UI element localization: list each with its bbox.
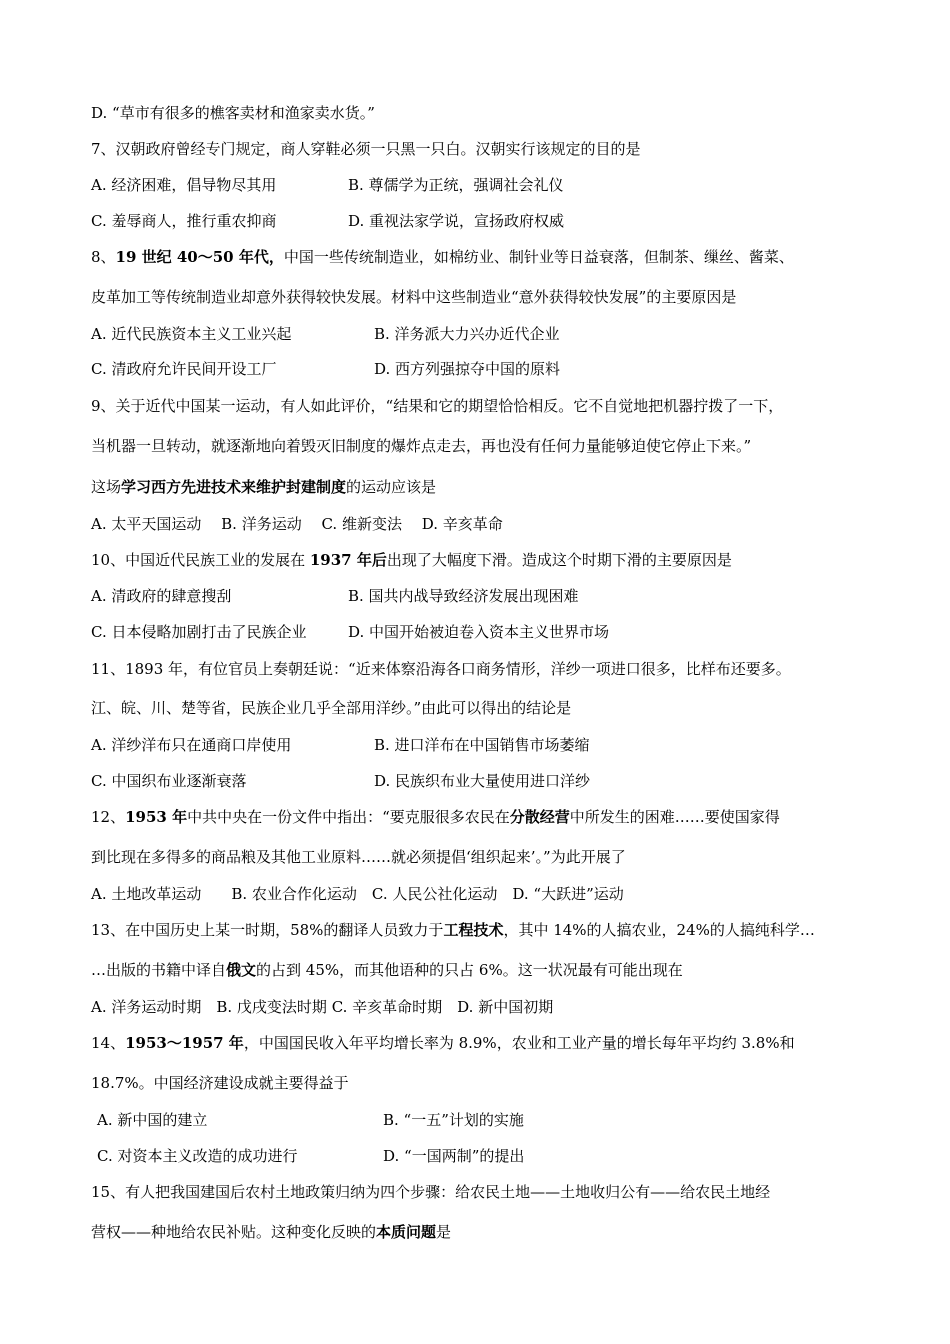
q14-stem-line2: 18.7%。中国经济建设成就主要得益于 [91, 1074, 349, 1092]
q8-option-d: D. 西方列强掠夺中国的原料 [374, 360, 561, 378]
q14-option-c: C. 对资本主义改造的成功进行 [97, 1147, 298, 1165]
q8-stem-line2: 皮革加工等传统制造业却意外获得较快发展。材料中这些制造业“意外获得较快发展”的主要原因是 [91, 288, 737, 306]
q8-option-a: A. 近代民族资本主义工业兴起 [91, 325, 292, 343]
q13-emphasis-2: 俄文 [226, 961, 257, 979]
q14-option-a: A. 新中国的建立 [97, 1111, 208, 1129]
q8-emphasis: 19 世纪 40～50 年代， [115, 248, 284, 266]
q15-emphasis: 本质问题 [376, 1223, 437, 1241]
q14-emphasis: 1953～1957 年 [125, 1034, 244, 1052]
q7-option-a: A. 经济困难，倡导物尽其用 [91, 176, 277, 194]
q14-option-b: B. “一五”计划的实施 [383, 1111, 524, 1129]
q7-stem: 7、汉朝政府曾经专门规定，商人穿鞋必须一只黑一只白。汉朝实行该规定的目的是 [91, 140, 641, 158]
q14-stem-line1: 14、1953～1957 年，中国国民收入年平均增长率为 8.9%，农业和工业产量的增长每年平均约 3.8%和 [91, 1034, 795, 1052]
q14-option-d: D. “一国两制”的提出 [383, 1147, 525, 1165]
q11-stem-line1: 11、1893 年，有位官员上奏朝廷说：“近来体察沿海各口商务情形，洋纱一项进口很多，比样布还要多。 [91, 660, 791, 678]
q13-stem-line2: …出版的书籍中译自俄文的占到 45%，而其他语种的只占 6%。这一状况最有可能出现在 [91, 961, 683, 979]
q8-stem-line1: 8、19 世纪 40～50 年代，中国一些传统制造业，如棉纺业、制针业等日益衰落，但制茶、缫丝、酱菜、 [91, 248, 794, 266]
q9-stem-line1: 9、关于近代中国某一运动，有人如此评价，“结果和它的期望恰恰相反。它不自觉地把机器拧拨了一下， [91, 397, 784, 415]
q9-stem-line3: 这场学习西方先进技术来维护封建制度的运动应该是 [91, 478, 437, 496]
q12-options: A. 土地改革运动 B. 农业合作化运动 C. 人民公社化运动 D. “大跃进”运动 [91, 885, 624, 903]
q9-options: A. 太平天国运动 B. 洋务运动 C. 维新变法 D. 辛亥革命 [91, 515, 503, 533]
q11-stem-line2: 江、皖、川、楚等省，民族企业几乎全部用洋纱。”由此可以得出的结论是 [91, 699, 572, 717]
q8-option-b: B. 洋务派大力兴办近代企业 [374, 325, 560, 343]
q7-option-d: D. 重视法家学说，宣扬政府权威 [348, 212, 565, 230]
q10-option-b: B. 国共内战导致经济发展出现困难 [348, 587, 579, 605]
q13-emphasis-1: 工程技术 [443, 921, 504, 939]
q13-stem-line1: 13、在中国历史上某一时期，58%的翻译人员致力于工程技术，其中 14%的人搞农业，24%的人搞纯科学… [91, 921, 815, 939]
q12-stem-line2: 到比现在多得多的商品粮及其他工业原料……就必须提倡‘组织起来’。”为此开展了 [91, 848, 626, 866]
q11-option-c: C. 中国织布业逐渐衰落 [91, 772, 247, 790]
q12-stem-line1: 12、1953 年中共中央在一份文件中指出：“要克服很多农民在分散经营中所发生的困难……要使国家得 [91, 808, 780, 826]
q12-emphasis-term: 分散经营 [509, 808, 570, 826]
q11-option-d: D. 民族织布业大量使用进口洋纱 [374, 772, 591, 790]
q10-stem: 10、中国近代民族工业的发展在 1937 年后出现了大幅度下滑。造成这个时期下滑的主要原因是 [91, 551, 732, 569]
q9-emphasis: 学习西方先进技术来维护封建制度 [121, 478, 347, 496]
q9-stem-line2: 当机器一旦转动，就逐渐地向着毁灭旧制度的爆炸点走去，再也没有任何力量能够迫使它停止下来。” [91, 437, 752, 455]
q11-option-b: B. 进口洋布在中国销售市场萎缩 [374, 736, 590, 754]
q15-stem-line1: 15、有人把我国建国后农村土地政策归纳为四个步骤：给农民土地——土地收归公有——给农民土地经 [91, 1183, 771, 1201]
q13-options: A. 洋务运动时期 B. 戊戌变法时期 C. 辛亥革命时期 D. 新中国初期 [91, 998, 554, 1016]
q7-option-c: C. 羞辱商人，推行重农抑商 [91, 212, 277, 230]
q12-emphasis-year: 1953 年 [125, 808, 188, 826]
q10-option-d: D. 中国开始被迫卷入资本主义世界市场 [348, 623, 610, 641]
q10-option-a: A. 清政府的肆意搜刮 [91, 587, 232, 605]
q6-option-d: D. “草市有很多的樵客卖材和渔家卖水货。” [91, 104, 375, 122]
q15-stem-line2: 营权——种地给农民补贴。这种变化反映的本质问题是 [91, 1223, 452, 1241]
q11-option-a: A. 洋纱洋布只在通商口岸使用 [91, 736, 292, 754]
q8-option-c: C. 清政府允许民间开设工厂 [91, 360, 277, 378]
q7-option-b: B. 尊儒学为正统，强调社会礼仪 [348, 176, 564, 194]
q10-emphasis: 1937 年后 [309, 551, 387, 569]
q10-option-c: C. 日本侵略加剧打击了民族企业 [91, 623, 307, 641]
